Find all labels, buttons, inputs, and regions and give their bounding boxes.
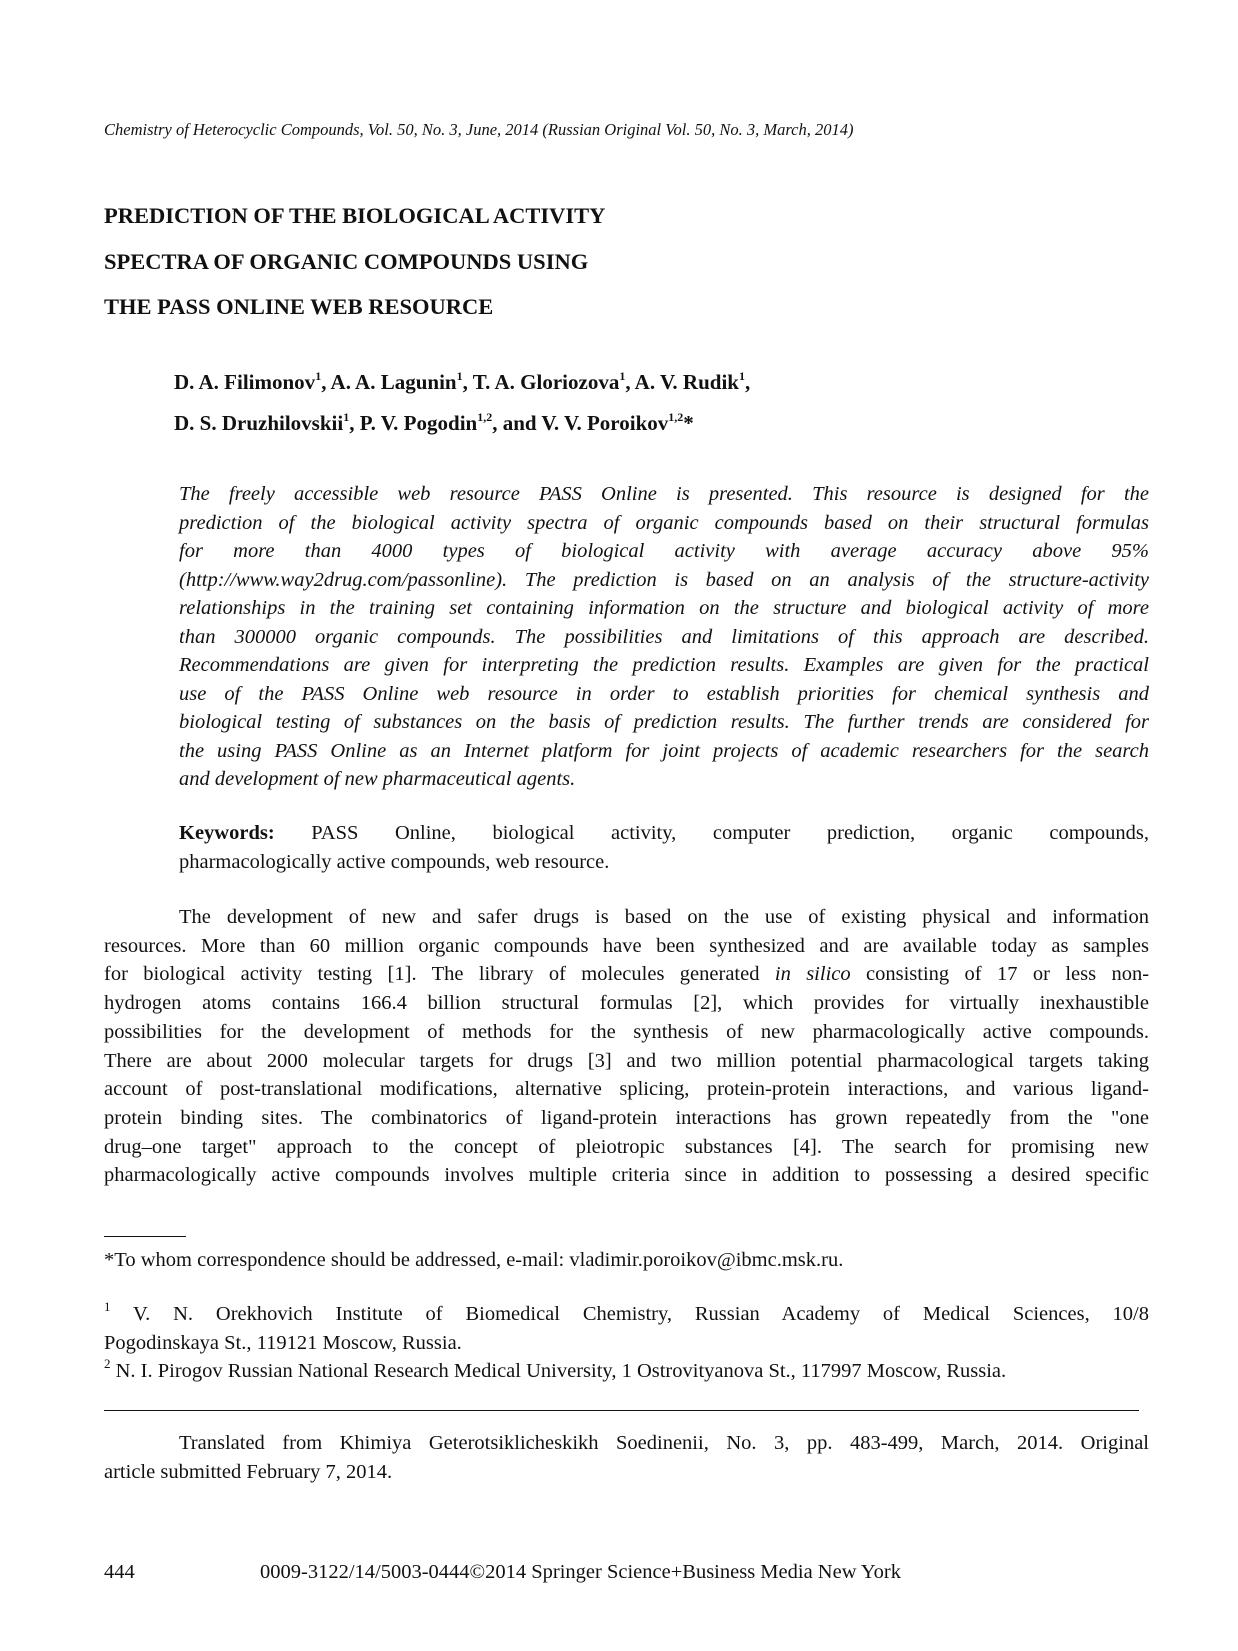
body-text-segment: for biological activity testing [1]. The library of molecules generated <box>104 963 760 986</box>
body-line <box>104 960 1149 989</box>
title-line: PREDICTION OF THE BIOLOGICAL ACTIVITY <box>104 203 606 228</box>
affiliation-1 <box>104 1300 1149 1329</box>
title-line: THE PASS ONLINE WEB RESOURCE <box>104 294 494 319</box>
author-name: and V. V. Poroikov <box>502 411 669 435</box>
keywords-line: pharmacologically active compounds, web resource. <box>179 850 610 873</box>
translation-text: Translated from Khimiya Geterotsiklicheskikh Soedinenii, No. 3, pp. 483-499, March, 2014. Original <box>179 1432 1149 1454</box>
translation-line <box>104 1429 1149 1458</box>
affiliation-text: N. I. Pirogov Russian National Research Medical University, 1 Ostrovityanova St., 117997 Moscow, Russia. <box>115 1360 1007 1382</box>
affiliation-sup: 1,2 <box>477 410 493 424</box>
affiliation-number: 2 <box>104 1356 111 1372</box>
author-name: P. V. Pogodin <box>359 411 478 435</box>
translation-note <box>104 1429 1149 1487</box>
author-name: T. A. Gloriozova <box>472 370 620 394</box>
article-title <box>104 193 605 330</box>
abstract-line: for more than 4000 types of biological activity with average accuracy above 95% <box>179 540 1149 562</box>
author-list <box>174 362 750 444</box>
abstract-line: relationships in the training set containing information on the structure and biological activity of more <box>179 597 1149 619</box>
title-line: SPECTRA OF ORGANIC COMPOUNDS USING <box>104 248 589 274</box>
body-paragraph <box>104 903 1149 1190</box>
correspondence-footnote: *To whom correspondence should be addressed, e-mail: vladimir.poroikov@ibmc.msk.ru. <box>104 1249 844 1271</box>
body-line: hydrogen atoms contains 166.4 billion structural formulas [2], which provides for virtually inexhaustible <box>104 992 1149 1015</box>
keywords-text: PASS Online, biological activity, computer prediction, organic compounds, <box>311 822 1150 844</box>
keywords-line <box>179 819 1149 848</box>
body-line: account of post-translational modifications, alternative splicing, protein-protein interactions, and various ligand- <box>104 1078 1149 1101</box>
affiliation-1-cont: Pogodinskaya St., 119121 Moscow, Russia. <box>104 1331 462 1354</box>
footer-rule <box>104 1410 1139 1411</box>
affiliation-sup: 1 <box>619 369 626 383</box>
copyright-line: 0009-3122/14/5003-0444©2014 Springer Science+Business Media New York <box>260 1561 901 1583</box>
abstract-line: use of the PASS Online web resource in order to establish priorities for chemical synthesis and <box>179 682 1149 705</box>
abstract-line: the using PASS Online as an Internet platform for joint projects of academic researchers for the search <box>179 739 1149 762</box>
abstract-line: (http://www.way2drug.com/passonline). The prediction is based on an analysis of the structure-activity <box>179 568 1149 591</box>
page-number: 444 <box>104 1561 135 1583</box>
author-name: A. A. Lagunin <box>330 370 457 394</box>
keywords-label: Keywords: <box>179 822 275 844</box>
author-name: D. A. Filimonov <box>174 370 316 394</box>
translation-line: article submitted February 7, 2014. <box>104 1461 393 1483</box>
abstract-line: biological testing of substances on the basis of prediction results. The further trends are considered for <box>179 711 1149 733</box>
abstract <box>179 480 1149 794</box>
body-line: The development of new and safer drugs is based on the use of existing physical and information <box>179 906 1149 928</box>
abstract-line: The freely accessible web resource PASS Online is presented. This resource is designed for the <box>179 483 1149 505</box>
affiliation-sup: 1 <box>343 410 350 424</box>
author-name: A. V. Rudik <box>634 370 739 394</box>
footnote-separator <box>104 1236 186 1237</box>
abstract-line: and development of new pharmaceutical agents. <box>179 768 576 790</box>
body-line: drug–one target" approach to the concept of pleiotropic substances [4]. The search for promising new <box>104 1135 1149 1158</box>
correspondence-mark: * <box>683 411 694 435</box>
affiliation-number: 1 <box>104 1299 111 1315</box>
body-line: possibilities for the development of methods for the synthesis of new pharmacologically active compounds. <box>104 1020 1149 1043</box>
affiliation-sup: 1,2 <box>668 410 684 424</box>
body-line: protein binding sites. The combinatorics of ligand-protein interactions has grown repeatedly from the "one <box>104 1106 1149 1129</box>
author-line: D. A. Filimonov$^1$, A. A. Lagunin$^1$, T. A. Gloriozova$^1$, A. V. Rudik$^1$, <box>174 369 751 394</box>
affiliation-sup: 1 <box>315 369 322 383</box>
affiliations <box>104 1300 1149 1386</box>
body-line: There are about 2000 molecular targets for drugs [3] and two million potential pharmacological targets taking <box>104 1049 1149 1072</box>
author-name: D. S. Druzhilovskii <box>174 411 344 435</box>
author-line: D. S. Druzhilovskii$^1$, P. V. Pogodin$^{1,2}$, and V. V. Poroikov$^{1,2}$* <box>174 410 694 435</box>
affiliation-text: V. N. Orekhovich Institute of Biomedical Chemistry, Russian Academy of Medical Sciences, 10/8 <box>132 1303 1149 1325</box>
body-line: pharmacologically active compounds involves multiple criteria since in addition to possessing a desired specific <box>104 1164 1149 1187</box>
affiliation-sup: 1 <box>456 369 463 383</box>
body-line: resources. More than 60 million organic compounds have been synthesized and are available today as samples <box>104 934 1149 957</box>
abstract-line: Recommendations are given for interpreting the prediction results. Examples are given for the practical <box>179 654 1149 676</box>
emphasis-in-silico: in silico <box>774 963 851 986</box>
keywords <box>179 819 1149 876</box>
running-head: Chemistry of Heterocyclic Compounds, Vol. 50, No. 3, June, 2014 (Russian Original Vol. 50, No. 3, March, 2014) <box>104 120 854 139</box>
affiliation-sup: 1 <box>738 369 745 383</box>
body-text-segment: consisting of 17 or less non- <box>866 963 1150 986</box>
abstract-line: prediction of the biological activity spectra of organic compounds based on their structural formulas <box>179 511 1149 534</box>
abstract-line: than 300000 organic compounds. The possibilities and limitations of this approach are described. <box>179 625 1149 648</box>
affiliation-2 <box>104 1357 1149 1386</box>
